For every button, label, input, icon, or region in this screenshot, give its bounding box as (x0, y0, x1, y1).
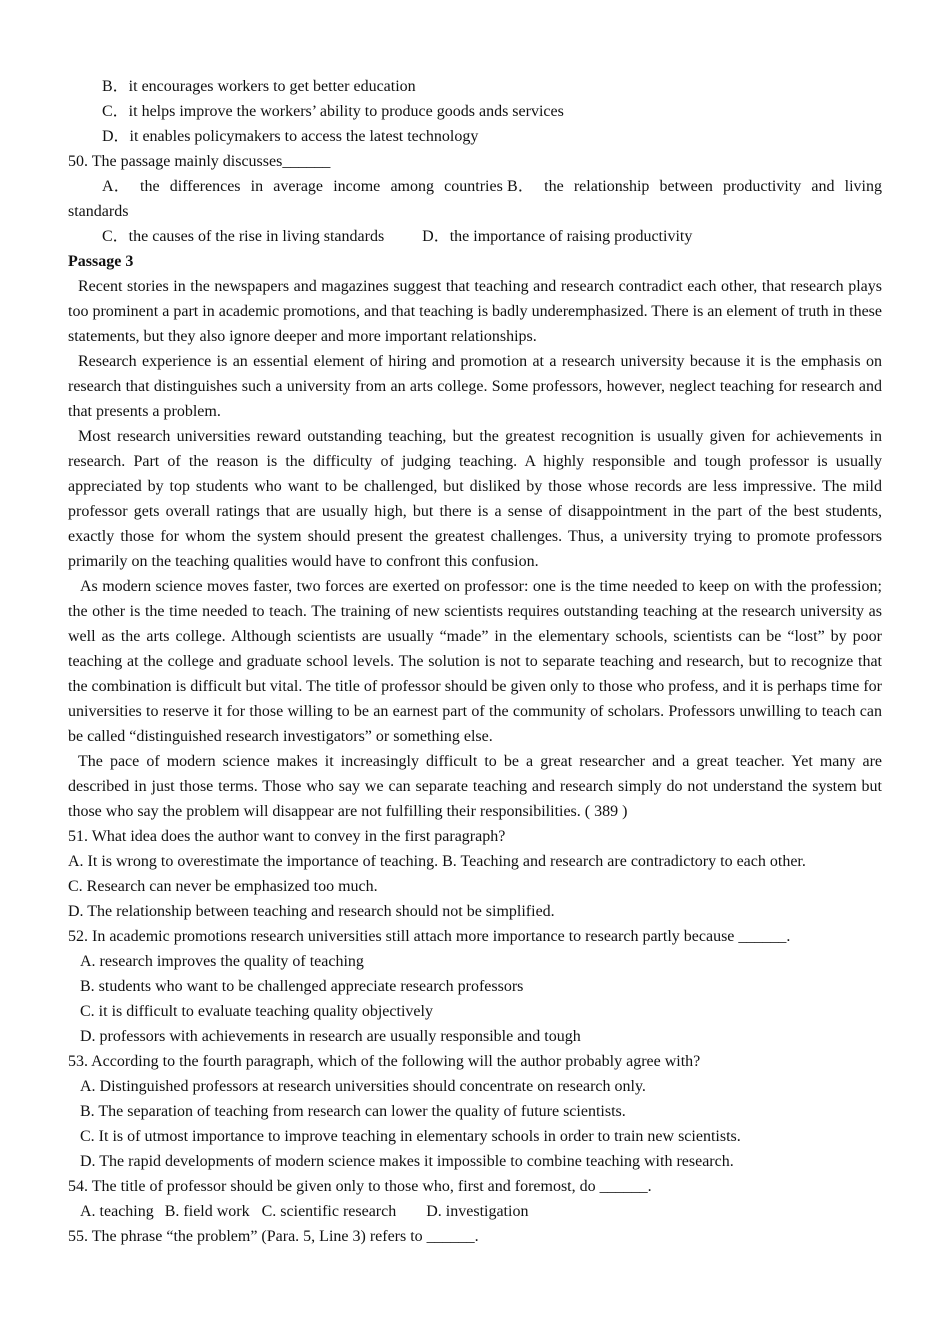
q53-option-c: C. It is of utmost importance to improve teaching in elementary schools in order to train new scientists. (80, 1128, 741, 1145)
q49-option-b: B．it encourages workers to get better education (102, 78, 416, 95)
q50-options-ab (68, 174, 882, 224)
q50-option-a: A． the differences in average income among countries (102, 178, 503, 195)
passage-paragraph-3: Most research universities reward outstanding teaching, but the greatest recognition is usually given for achievements in research. Part of the reason is the difficulty of judging teaching. A highly responsible and tough professor is usually appreciated by top students who want to be challenged, but disliked by those whose records are less impressive. The mild professor gets overall ratings that are usually high, but there is a sense of disappointment in the part of the best students, exactly those for whom the system should present the greatest challenges. Thus, a university trying to promote professors primarily on the teaching qualities would have to confront this confusion. (68, 428, 882, 570)
passage-paragraph-1: Recent stories in the newspapers and magazines suggest that teaching and research contradict each other, that research plays too prominent a part in academic promotions, and that teaching is badly underemphasized. There is an element of truth in these statements, but they also ignore deeper and more important relationships. (68, 278, 882, 345)
q54-option-a: A. teaching (80, 1203, 154, 1220)
q51-stem: 51. What idea does the author want to convey in the first paragraph? (68, 828, 506, 845)
q52-option-c: C. it is difficult to evaluate teaching quality objectively (80, 1003, 433, 1020)
passage-title: Passage 3 (68, 253, 134, 270)
q49-option-d: D．it enables policymakers to access the latest technology (102, 128, 479, 145)
passage-paragraph-4: As modern science moves faster, two forces are exerted on professor: one is the time needed to keep on with the profession; the other is the time needed to teach. The training of new scientists requires outstanding teaching at the research university as well as the arts college. Although scientists are usually “made” in the elementary schools, scientists can be “lost” by poor teaching at the college and graduate school levels. The solution is not to separate teaching and research, but to recognize that the combination is difficult but vital. The title of professor should be given only to those who profess, and it is perhaps time for universities to reserve it for those willing to be an earnest part of the community of scholars. Professors unwilling to teach can be called “distinguished research investigators” or something else. (68, 578, 882, 745)
q55-stem: 55. The phrase “the problem” (Para. 5, Line 3) refers to ______. (68, 1228, 479, 1245)
q53-option-b: B. The separation of teaching from research can lower the quality of future scientists. (80, 1103, 626, 1120)
q54-stem: 54. The title of professor should be given only to those who, first and foremost, do ______. (68, 1178, 652, 1195)
q51-option-d: D. The relationship between teaching and research should not be simplified. (68, 903, 555, 920)
q50-option-d: D．the importance of raising productivity (422, 228, 693, 245)
q50-option-b: B． the relationship between productivity and living standards (68, 178, 882, 220)
q52-option-a: A. research improves the quality of teaching (80, 953, 364, 970)
document-page (68, 74, 882, 1249)
q50-option-c: C．the causes of the rise in living standards (102, 228, 385, 245)
q53-option-a: A. Distinguished professors at research universities should concentrate on research only. (80, 1078, 646, 1095)
q50-stem: 50. The passage mainly discusses______ (68, 153, 331, 170)
q54-option-b: B. field work (164, 1203, 250, 1220)
q53-option-d: D. The rapid developments of modern science makes it impossible to combine teaching with research. (80, 1153, 734, 1170)
q53-stem: 53. According to the fourth paragraph, which of the following will the author probably agree with? (68, 1053, 701, 1070)
q54-options (68, 1199, 882, 1224)
q51-options-ab: A. It is wrong to overestimate the importance of teaching. B. Teaching and research are contradictory to each other. (68, 853, 806, 870)
q51-option-c: C. Research can never be emphasized too much. (68, 878, 378, 895)
passage-paragraph-5: The pace of modern science makes it increasingly difficult to be a great researcher and a great teacher. Yet many are described in just those terms. Those who say we can separate teaching and research simply do not understand the system but those who say the problem will disappear are not fulfilling their responsibilities. ( 389 ) (68, 753, 882, 820)
q50-options-cd (68, 224, 882, 249)
q52-option-b: B. students who want to be challenged appreciate research professors (80, 978, 524, 995)
q52-option-d: D. professors with achievements in research are usually responsible and tough (80, 1028, 581, 1045)
q52-stem: 52. In academic promotions research universities still attach more importance to research partly because ______. (68, 928, 791, 945)
q49-option-c: C．it helps improve the workers’ ability to produce goods ands services (102, 103, 564, 120)
passage-paragraph-2: Research experience is an essential element of hiring and promotion at a research university because it is the emphasis on research that distinguishes such a university from an arts college. Some professors, however, neglect teaching for research and that presents a problem. (68, 353, 882, 420)
q54-option-c: C. scientific research (261, 1203, 397, 1220)
q54-option-d: D. investigation (426, 1203, 529, 1220)
